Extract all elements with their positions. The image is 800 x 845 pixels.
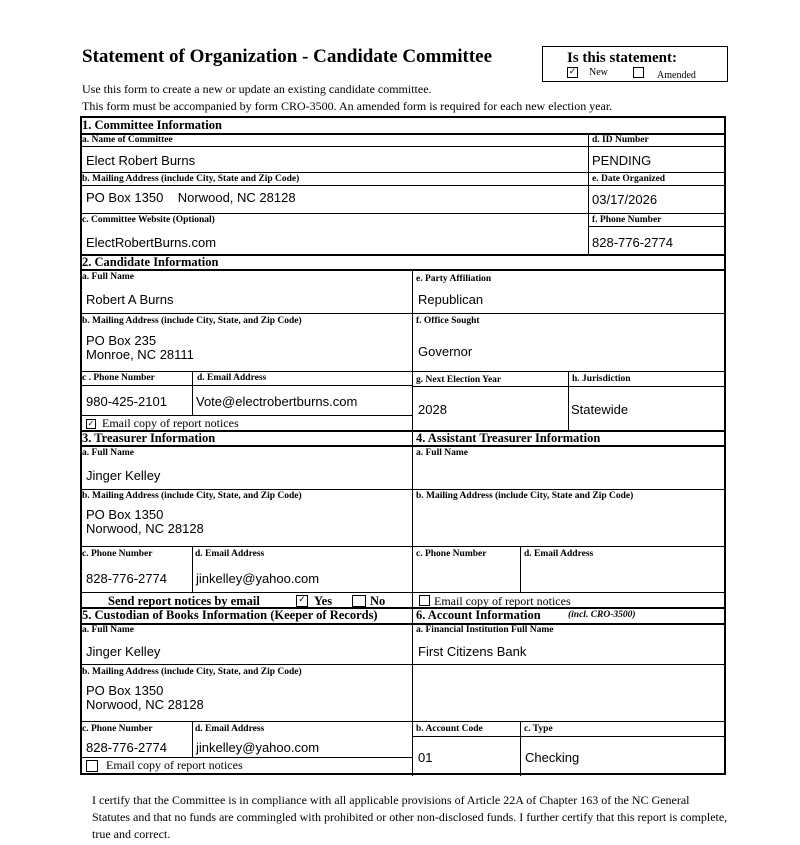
custodian-address-line2[interactable]: Norwood, NC 28128 [86,697,204,712]
treasurer-phone-label: c. Phone Number [82,549,153,559]
treasurer-address-line2[interactable]: Norwood, NC 28128 [86,521,204,536]
party-label: e. Party Affiliation [416,274,492,284]
candidate-email-field[interactable]: Vote@electrobertburns.com [196,394,358,409]
account-section-note: (incl. CRO-3500) [568,610,636,620]
office-field[interactable]: Governor [418,344,473,359]
candidate-name-field[interactable]: Robert A Burns [86,292,174,307]
candidate-address-label: b. Mailing Address (include City, State, and Zip Code) [82,316,302,326]
custodian-email-copy-label: Email copy of report notices [106,758,243,772]
new-checkbox[interactable]: ✓ [568,67,577,77]
committee-phone-label: f. Phone Number [592,215,662,225]
committee-name-label: a. Name of Committee [82,135,173,145]
jurisdiction-field[interactable]: Statewide [571,402,629,417]
committee-address-label: b. Mailing Address (include City, State and Zip Code) [82,174,300,184]
form-grid [80,116,726,775]
date-organized-label: e. Date Organized [592,174,666,184]
committee-name-field[interactable]: Elect Robert Burns [86,153,196,168]
office-label: f. Office Sought [416,316,480,326]
assistant-phone-label: c. Phone Number [416,549,487,559]
election-year-field[interactable]: 2028 [418,402,447,417]
account-code-field[interactable]: 01 [418,750,433,765]
committee-address-field[interactable]: PO Box 1350 Norwood, NC 28128 [86,190,296,205]
custodian-email-copy-checkbox[interactable] [86,760,98,772]
candidate-phone-label: c . Phone Number [82,373,155,383]
assistant-email-copy-checkbox[interactable] [419,595,430,606]
custodian-phone-field[interactable]: 828-776-2774 [86,740,167,755]
custodian-address-line1[interactable]: PO Box 1350 [86,683,164,698]
assistant-email-label: d. Email Address [524,549,594,559]
candidate-email-copy-checkbox[interactable]: ✓ [87,419,95,428]
account-type-field[interactable]: Checking [525,750,580,765]
custodian-email-label: d. Email Address [195,724,265,734]
treasurer-name-field[interactable]: Jinger Kelley [86,468,161,483]
jurisdiction-label: h. Jurisdiction [572,374,631,384]
treasurer-address-line1[interactable]: PO Box 1350 [86,507,164,522]
intro-line-1: Use this form to create a new or update an existing candidate committee. [82,82,432,96]
candidate-address-line1[interactable]: PO Box 235 [86,333,157,348]
treasurer-phone-field[interactable]: 828-776-2774 [86,571,167,586]
section-custodian-title: 5. Custodian of Books Information (Keeper of Records) [82,608,378,622]
committee-id-label: d. ID Number [592,135,649,145]
assistant-name-label: a. Full Name [416,448,468,458]
custodian-address-label: b. Mailing Address (include City, State, and Zip Code) [82,667,302,677]
candidate-phone-field[interactable]: 980-425-2101 [86,394,167,409]
party-field[interactable]: Republican [418,292,484,307]
statement-type-box [542,46,728,82]
account-type-label: c. Type [524,724,553,734]
custodian-phone-label: c. Phone Number [82,724,153,734]
assistant-email-copy-label: Email copy of report notices [434,594,571,608]
committee-website-label: c. Committee Website (Optional) [82,215,215,225]
send-notices-yes-label: Yes [314,594,333,608]
candidate-email-copy-label: Email copy of report notices [102,416,239,430]
date-organized-field[interactable]: 03/17/2026 [592,192,658,207]
section-candidate-title: 2. Candidate Information [82,255,219,269]
send-notices-no-label: No [370,594,386,608]
treasurer-email-field[interactable]: jinkelley@yahoo.com [196,571,320,586]
form-title: Statement of Organization - Candidate Committee [82,46,493,67]
section-committee-title: 1. Committee Information [82,118,222,132]
treasurer-name-label: a. Full Name [82,448,134,458]
treasurer-address-label: b. Mailing Address (include City, State, and Zip Code) [82,491,302,501]
committee-phone-field[interactable]: 828-776-2774 [592,235,673,250]
election-year-label: g. Next Election Year [416,375,502,385]
new-label: New [589,67,608,78]
amended-checkbox[interactable] [633,67,644,78]
assistant-name-field[interactable] [414,460,720,488]
intro-line-2: This form must be accompanied by form CRO-3500. An amended form is required for each new election year. [82,99,613,113]
candidate-name-label: a. Full Name [82,272,134,282]
send-notices-yes-checkbox[interactable]: ✓ [296,595,308,607]
assistant-address-label: b. Mailing Address (include City, State and Zip Code) [416,491,634,501]
certification-text: I certify that the Committee is in compliance with all applicable provisions of Article 22A of Chapter 163 of the NC General Statutes and that no funds are commingled with prohibited or other non-disclosed funds. I further certify that this report is complete, true and correct. [92,793,728,841]
section-treasurer-title: 3. Treasurer Information [82,431,216,445]
send-notices-no-checkbox[interactable] [352,595,366,607]
custodian-email-field[interactable]: jinkelley@yahoo.com [196,740,320,755]
committee-website-field[interactable]: ElectRobertBurns.com [86,235,217,250]
amended-label: Amended [657,70,696,81]
account-code-label: b. Account Code [416,724,483,734]
candidate-address-line2[interactable]: Monroe, NC 28111 [86,347,194,362]
committee-id-field[interactable]: PENDING [592,153,652,168]
institution-label: a. Financial Institution Full Name [416,625,554,635]
custodian-name-field[interactable]: Jinger Kelley [86,644,161,659]
send-notices-label: Send report notices by email [108,594,260,608]
custodian-name-label: a. Full Name [82,625,134,635]
assistant-address-field[interactable] [414,503,720,543]
candidate-email-label: d. Email Address [197,373,267,383]
section-assistant-title: 4. Assistant Treasurer Information [416,431,601,445]
section-account-title: 6. Account Information [416,608,541,622]
statement-question: Is this statement: [567,50,677,66]
treasurer-email-label: d. Email Address [195,549,265,559]
institution-field[interactable]: First Citizens Bank [418,644,527,659]
